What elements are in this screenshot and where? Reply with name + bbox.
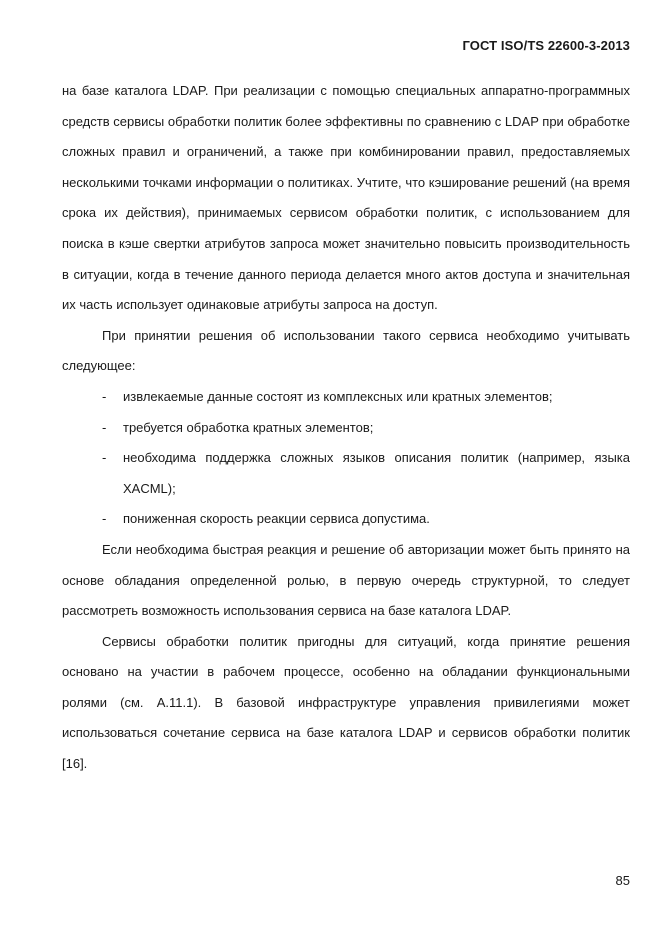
page-number: 85 bbox=[615, 873, 630, 888]
list-marker: - bbox=[102, 388, 107, 404]
list-marker: - bbox=[102, 419, 107, 435]
list-marker: - bbox=[102, 450, 107, 466]
list-item-text: необходима поддержка сложных языков описания политик (например, языка XACML); bbox=[123, 450, 630, 496]
list-item bbox=[62, 413, 630, 444]
list-marker: - bbox=[102, 511, 107, 527]
document-body bbox=[62, 76, 630, 780]
list-item bbox=[62, 443, 630, 504]
paragraph-ldap-intro: на базе каталога LDAP. При реализации с помощью специальных аппаратно-программных средств сервисы обработки политик более эффективны по сравнению с LDAP при обработке сложных правил и ограничений, а также при комбинировании правил, предоставляемых несколькими точками информации о политиках. Учтите, что кэширование решений (на время срока их действия), принимаемых сервисом обработки политик, с использованием для поиска в кэше свертки атрибутов запроса может значительно повысить производительность в ситуации, когда в течение данного периода делается много актов доступа и значительная их часть использует одинаковые атрибуты запроса на доступ. bbox=[62, 83, 630, 313]
paragraph-workflow-roles: Сервисы обработки политик пригодны для ситуаций, когда принятие решения основано на участии в рабочем процессе, особенно на обладании функциональными ролями (см. А.11.1). В базовой инфраструктуре управления привилегиями может использоваться сочетание сервиса на базе каталога LDAP и сервисов обработки политик [16]. bbox=[62, 633, 630, 772]
list-item bbox=[62, 504, 630, 535]
list-item-text: извлекаемые данные состоят из комплексных или кратных элементов; bbox=[123, 388, 553, 404]
list-item bbox=[62, 382, 630, 413]
standard-header: ГОСТ ISO/TS 22600-3-2013 bbox=[462, 38, 630, 53]
paragraph-decision-criteria: При принятии решения об использовании такого сервиса необходимо учитывать следующее: bbox=[62, 327, 630, 374]
paragraph-fast-reaction: Если необходима быстрая реакция и решение об авторизации может быть принято на основе обладания определенной ролью, в первую очередь структурной, то следует рассмотреть возможность использования сервиса на базе каталога LDAP. bbox=[62, 541, 630, 619]
list-item-text: пониженная скорость реакции сервиса допустима. bbox=[123, 511, 430, 527]
criteria-list bbox=[62, 382, 630, 535]
list-item-text: требуется обработка кратных элементов; bbox=[123, 419, 374, 435]
